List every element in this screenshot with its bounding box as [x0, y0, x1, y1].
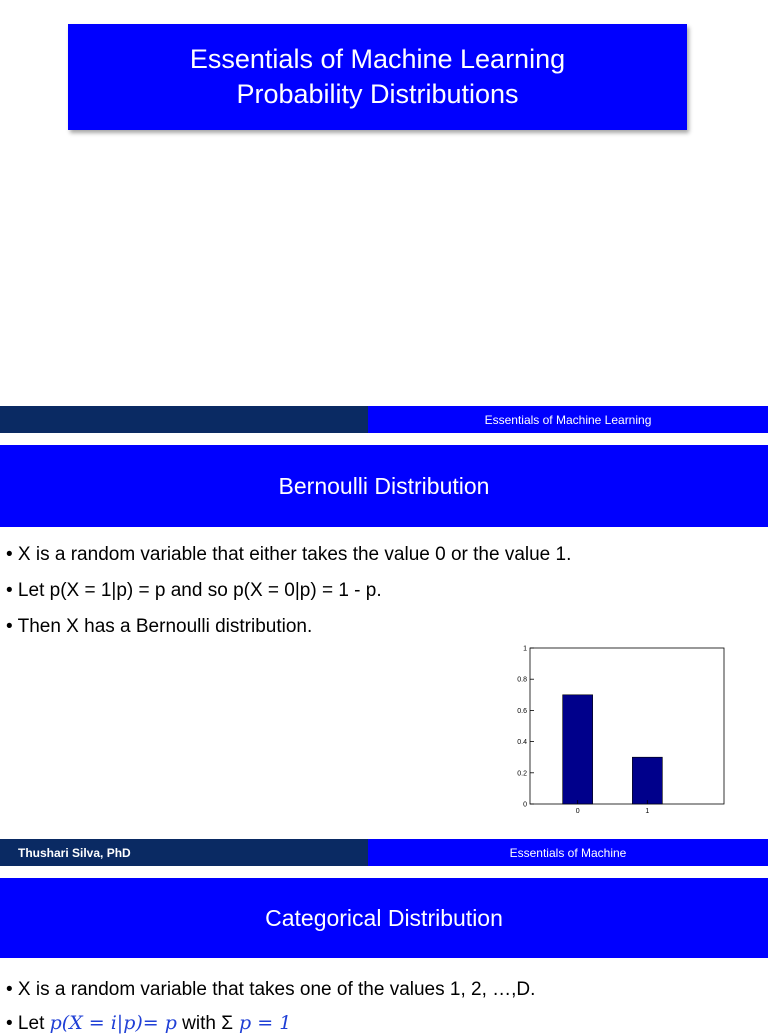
slide-title-line-2: Probability Distributions [236, 79, 519, 109]
bullet-item-1: • X is a random variable that either takes the value 0 or the value 1. [6, 544, 572, 565]
formula-sum-tail: p = 1 [233, 1012, 292, 1034]
y-tick-label: 1 [523, 645, 527, 653]
slide-header-categorical [0, 878, 768, 958]
y-tick-label: 0.2 [517, 770, 527, 778]
x-tick-label: 1 [645, 808, 650, 815]
bullet-item-3: • Then X has a Bernoulli distribution. [6, 616, 313, 637]
slide-header-bernoulli [0, 445, 768, 527]
footer-author: Thushari Silva, PhD [18, 845, 131, 860]
slide-header-title-2: Categorical Distribution [265, 904, 503, 931]
title-slide-box [68, 24, 687, 130]
bullet-item-categorical-1: • X is a random variable that takes one of the values 1, 2, …,D. [6, 979, 536, 1000]
footer-course-title-1: Essentials of Machine Learning [484, 412, 652, 427]
slide-title-line-1: Essentials of Machine Learning [189, 44, 566, 74]
x-tick-label: 0 [575, 808, 580, 815]
formula-sum: with Σ [176, 1013, 233, 1034]
bernoulli-bar-chart [500, 640, 740, 820]
formula-probability: p(X = i|p)= p [49, 1012, 177, 1034]
footer-right-bar-2 [368, 839, 768, 866]
plot-frame [530, 648, 724, 804]
y-tick-label: 0 [523, 801, 527, 809]
footer-right-bar-1 [368, 406, 768, 433]
y-tick-label: 0.8 [517, 676, 527, 684]
bar-0 [563, 695, 593, 804]
y-tick-label: 0.4 [517, 739, 527, 747]
bullet-prefix: • Let [6, 1013, 50, 1034]
y-tick-label: 0.6 [517, 707, 527, 715]
slide-header-title: Bernoulli Distribution [278, 472, 490, 499]
footer-left-bar-1 [0, 406, 368, 433]
bar-1 [632, 757, 662, 804]
footer-course-title-2: Essentials of Machine [509, 845, 627, 860]
footer-left-bar-2 [0, 839, 368, 866]
bullet-item-2: • Let p(X = 1|p) = p and so p(X = 0|p) = 1 - p. [6, 580, 382, 601]
